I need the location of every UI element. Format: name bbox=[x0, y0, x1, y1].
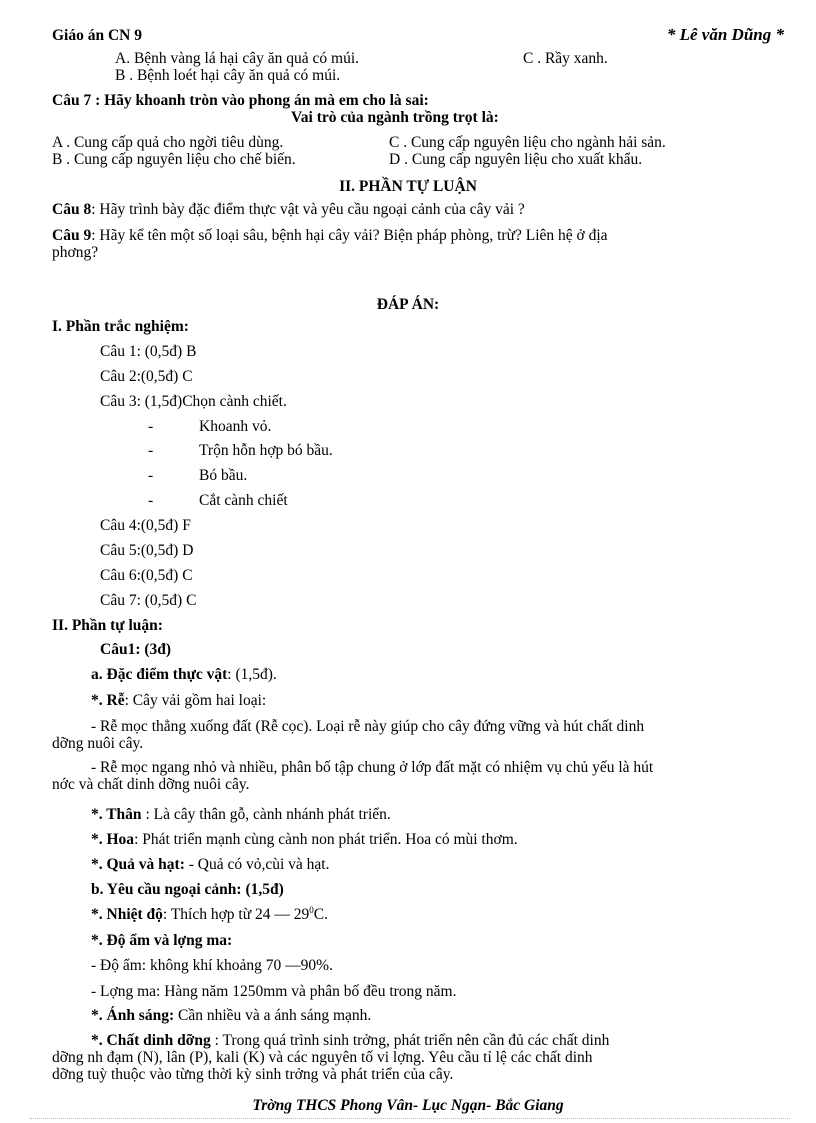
fruit bbox=[91, 856, 330, 874]
section-1-heading: I. Phần trắc nghiệm: bbox=[52, 318, 189, 335]
question-9-line2: phơng? bbox=[52, 244, 99, 261]
root-heading bbox=[91, 692, 266, 710]
flower-text: : Phát triển mạnh cùng cành non phát triển. Hoa có mùi thơm. bbox=[134, 831, 518, 848]
question-7-subtitle: Vai trò của ngành trồng trọt là: bbox=[291, 109, 499, 126]
part-a-label: a. Đặc điểm thực vật bbox=[91, 666, 228, 683]
q7-option-b: B . Cung cấp nguyên liệu cho chế biến. bbox=[52, 151, 296, 168]
header-author: * Lê văn Dũng * bbox=[666, 25, 784, 44]
step-item: Khoanh vỏ. bbox=[199, 418, 272, 435]
step-dash: - bbox=[148, 467, 154, 484]
question-7-title: Câu 7 : Hãy khoanh tròn vào phong án mà em cho là sai: bbox=[52, 92, 429, 109]
root-label: *. Rễ bbox=[91, 692, 125, 709]
footer-rule bbox=[30, 1118, 790, 1119]
step-item: Cắt cành chiết bbox=[199, 492, 288, 509]
stem bbox=[91, 806, 391, 824]
answer-5: Câu 5:(0,5đ) D bbox=[100, 542, 194, 559]
step-dash: - bbox=[148, 442, 154, 459]
answer-4: Câu 4:(0,5đ) F bbox=[100, 517, 191, 534]
temperature bbox=[91, 906, 328, 924]
footer-school: Trờng THCS Phong Vân- Lục Ngạn- Bắc Giang bbox=[252, 1097, 564, 1114]
step-dash: - bbox=[148, 418, 154, 435]
answer-6: Câu 6:(0,5đ) C bbox=[100, 567, 193, 584]
rainfall: - Lợng ma: Hàng năm 1250mm và phân bố đều trong năm. bbox=[91, 983, 457, 1000]
humidity-heading: *. Độ ẩm và lợng ma: bbox=[91, 932, 233, 949]
question-9-line1 bbox=[52, 227, 608, 245]
root-text: : Cây vải gồm hai loại: bbox=[124, 692, 267, 709]
fruit-text: - Quả có vỏ,cùi và hạt. bbox=[184, 856, 330, 873]
humidity: - Độ ẩm: không khí khoảng 70 —90%. bbox=[91, 957, 333, 974]
step-item: Bó bầu. bbox=[199, 467, 248, 484]
q7-option-d: D . Cung cấp nguyên liệu cho xuất khẩu. bbox=[389, 151, 643, 168]
nutrients-line1 bbox=[91, 1032, 609, 1050]
part-a-score: : (1,5đ). bbox=[227, 666, 277, 683]
answer-heading: ĐÁP ÁN: bbox=[376, 296, 440, 313]
q7-option-c: C . Cung cấp nguyên liệu cho ngành hải sản. bbox=[389, 134, 666, 151]
header-left-title: Giáo án CN 9 bbox=[52, 27, 142, 44]
answer-1: Câu 1: (0,5đ) B bbox=[100, 343, 197, 360]
root-type-1-line1: - Rễ mọc thẳng xuống đất (Rễ cọc). Loại rễ này giúp cho cây đứng vững và hút chất dinh bbox=[91, 718, 645, 735]
question-8 bbox=[52, 201, 525, 219]
section-2-heading: II. Phần tự luận: bbox=[52, 617, 163, 634]
question-9-text: : Hãy kể tên một số loại sâu, bệnh hại cây vải? Biện pháp phòng, trừ? Liên hệ ở địa bbox=[91, 227, 608, 244]
option-a: A. Bệnh vàng lá hại cây ăn quả có múi. bbox=[115, 50, 360, 67]
light-text: Cần nhiều và a ánh sáng mạnh. bbox=[174, 1007, 372, 1024]
q7-option-a: A . Cung cấp quả cho ngời tiêu dùng. bbox=[52, 134, 284, 151]
nutrients-label: *. Chất dinh dỡng bbox=[91, 1032, 211, 1049]
part-2-heading: II. PHẦN TỰ LUẬN bbox=[339, 178, 477, 195]
fruit-label: *. Quả và hạt: bbox=[91, 856, 185, 873]
temperature-unit: C. bbox=[313, 906, 328, 923]
stem-text: : Là cây thân gỗ, cành nhánh phát triển. bbox=[141, 806, 391, 823]
stem-label: *. Thân bbox=[91, 806, 142, 823]
answer-7: Câu 7: (0,5đ) C bbox=[100, 592, 197, 609]
root-type-2-line2: nớc và chất dinh dỡng nuôi cây. bbox=[52, 776, 250, 793]
flower-label: *. Hoa bbox=[91, 831, 135, 848]
option-b: B . Bệnh loét hại cây ăn quả có múi. bbox=[115, 67, 341, 84]
option-c: C . Rầy xanh. bbox=[523, 50, 608, 67]
part-a bbox=[91, 666, 277, 684]
part-b-heading: b. Yêu cầu ngoại cảnh: (1,5đ) bbox=[91, 881, 284, 898]
light-label: *. Ánh sáng: bbox=[91, 1007, 175, 1024]
degree-sup: 0 bbox=[309, 904, 314, 915]
answer-3: Câu 3: (1,5đ)Chọn cành chiết. bbox=[100, 393, 287, 410]
nutrients-text: : Trong quá trình sinh trởng, phát triển nên cần đủ các chất dinh bbox=[210, 1032, 610, 1049]
nutrients-line2: dỡng nh đạm (N), lân (P), kali (K) và các nguyên tố vi lợng. Yêu cầu tỉ lệ các chất dinh bbox=[52, 1049, 593, 1066]
cau1-heading: Câu1: (3đ) bbox=[100, 641, 172, 658]
answer-2: Câu 2:(0,5đ) C bbox=[100, 368, 193, 385]
step-dash: - bbox=[148, 492, 154, 509]
light bbox=[91, 1007, 371, 1025]
nutrients-line3: dỡng tuỳ thuộc vào từng thời kỳ sinh trởng và phát triển của cây. bbox=[52, 1066, 454, 1083]
question-8-label: Câu 8 bbox=[52, 201, 92, 218]
step-item: Trộn hỗn hợp bó bầu. bbox=[199, 442, 333, 459]
question-8-text: : Hãy trình bày đặc điểm thực vật và yêu cầu ngoại cảnh của cây vải ? bbox=[91, 201, 525, 218]
temperature-label: *. Nhiệt độ bbox=[91, 906, 163, 923]
temperature-text: : Thích hợp từ 24 — 29 bbox=[162, 906, 310, 923]
root-type-2-line1: - Rễ mọc ngang nhỏ và nhiều, phân bố tập chung ở lớp đất mặt có nhiệm vụ chủ yếu là hút bbox=[91, 759, 654, 776]
flower bbox=[91, 831, 518, 849]
question-9-label: Câu 9 bbox=[52, 227, 92, 244]
root-type-1-line2: dỡng nuôi cây. bbox=[52, 735, 144, 752]
